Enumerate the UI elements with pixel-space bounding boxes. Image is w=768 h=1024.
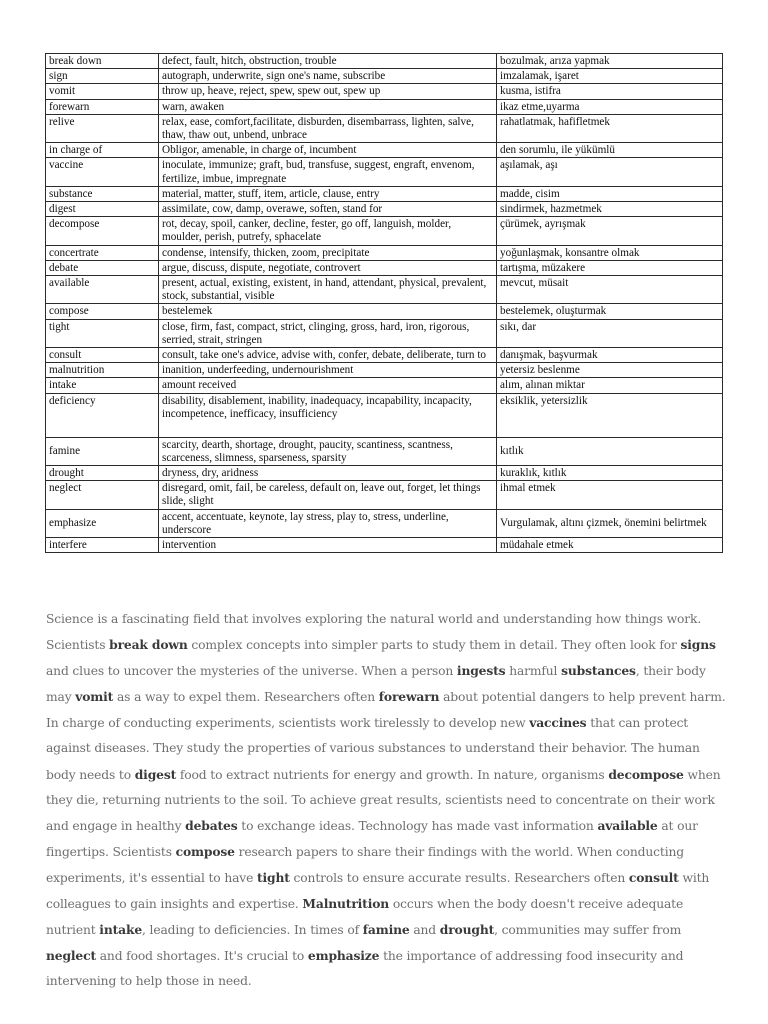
table-row [46, 481, 723, 509]
table-row [46, 99, 723, 114]
vocab-keyword: vaccines [529, 715, 587, 731]
synonyms-cell: inanition, underfeeding, undernourishment [159, 363, 497, 378]
passage-text: harmful [505, 664, 562, 679]
vocab-keyword: tight [256, 869, 290, 885]
vocab-keyword: compose [175, 843, 235, 859]
turkish-cell: kuraklık, kıtlık [497, 466, 723, 481]
passage-paragraph [46, 607, 730, 994]
vocab-keyword: digest [134, 766, 177, 782]
turkish-cell: madde, cisim [497, 186, 723, 201]
turkish-cell: ikaz etme,uyarma [497, 99, 723, 114]
table-row [46, 538, 723, 553]
vocab-keyword: decompose [608, 766, 684, 782]
synonyms-cell: dryness, dry, aridness [159, 466, 497, 481]
vocab-keyword: drought [439, 922, 495, 938]
turkish-cell: bozulmak, arıza yapmak [497, 54, 723, 69]
table-row [46, 304, 723, 319]
table-row [46, 114, 723, 142]
passage-text: to exchange ideas. Technology has made vast information [237, 818, 598, 833]
vocab-keyword: intake [99, 922, 143, 938]
turkish-cell: mevcut, müsait [497, 276, 723, 304]
table-row [46, 69, 723, 84]
synonyms-cell: accent, accentuate, keynote, lay stress, play to, stress, underline, underscore [159, 509, 497, 537]
synonyms-cell: close, firm, fast, compact, strict, clinging, gross, hard, iron, rigorous, serried, strait, stringen [159, 319, 497, 347]
synonyms-cell: assimilate, cow, damp, overawe, soften, stand for [159, 202, 497, 217]
table-row [46, 363, 723, 378]
synonyms-cell: scarcity, dearth, shortage, drought, paucity, scantiness, scantness, scarceness, slimness, sparseness, sparsity [159, 437, 497, 465]
synonyms-cell: rot, decay, spoil, canker, decline, fester, go off, languish, molder, moulder, perish, putrefy, sphacelate [159, 217, 497, 245]
passage-text: food to extract nutrients for energy and growth. In nature, organisms [176, 767, 609, 782]
synonyms-cell: disability, disablement, inability, inadequacy, incapability, incapacity, incompetence, inefficacy, insufficiency [159, 393, 497, 437]
passage-text: controls to ensure accurate results. Researchers often [289, 870, 629, 885]
reading-passage [46, 607, 730, 994]
synonyms-cell: present, actual, existing, existent, in hand, attendant, physical, prevalent, stock, substantial, visible [159, 276, 497, 304]
table-row [46, 217, 723, 245]
vocab-keyword: ingests [456, 663, 506, 679]
term-cell: available [46, 276, 159, 304]
passage-text: when they die, returning nutrients to the soil. To achieve great results, scientists need to concentrate on their work and engage in healthy [46, 767, 721, 833]
table-row [46, 84, 723, 99]
vocab-keyword: famine [362, 922, 410, 938]
table-row [46, 437, 723, 465]
term-cell: break down [46, 54, 159, 69]
turkish-cell: Vurgulamak, altını çizmek, önemini belirtmek [497, 509, 723, 537]
table-row [46, 393, 723, 437]
passage-text: about potential dangers to help prevent harm. In charge of conducting experiments, scientists work tirelessly to develop new [46, 690, 726, 731]
term-cell: forewarn [46, 99, 159, 114]
term-cell: intake [46, 378, 159, 393]
passage-text: Science is a fascinating field that involves exploring the natural world and understanding how things work. Scientists [46, 612, 702, 653]
vocab-keyword: break down [109, 637, 188, 653]
vocabulary-table-body [46, 54, 723, 553]
table-row [46, 509, 723, 537]
vocab-keyword: signs [680, 637, 716, 653]
table-row [46, 260, 723, 275]
passage-text: research papers to share their findings with the world. When conducting experiments, it's essential to have [46, 844, 684, 885]
turkish-cell: den sorumlu, ile yükümlü [497, 143, 723, 158]
table-row [46, 348, 723, 363]
turkish-cell: bestelemek, oluşturmak [497, 304, 723, 319]
turkish-cell: rahatlatmak, hafifletmek [497, 114, 723, 142]
term-cell: drought [46, 466, 159, 481]
vocab-keyword: vomit [75, 689, 114, 705]
synonyms-cell: Obligor, amenable, in charge of, incumbent [159, 143, 497, 158]
vocab-keyword: consult [628, 869, 679, 885]
vocab-keyword: debates [185, 817, 238, 833]
table-row [46, 202, 723, 217]
synonyms-cell: intervention [159, 538, 497, 553]
passage-text: and [409, 923, 440, 938]
turkish-cell: müdahale etmek [497, 538, 723, 553]
turkish-cell: kusma, istifra [497, 84, 723, 99]
passage-text: , leading to deficiencies. In times of [142, 923, 363, 938]
turkish-cell: yoğunlaşmak, konsantre olmak [497, 245, 723, 260]
turkish-cell: ihmal etmek [497, 481, 723, 509]
vocab-keyword: forewarn [378, 689, 440, 705]
synonyms-cell: amount received [159, 378, 497, 393]
synonyms-cell: argue, discuss, dispute, negotiate, controvert [159, 260, 497, 275]
table-row [46, 466, 723, 481]
term-cell: debate [46, 260, 159, 275]
table-row [46, 158, 723, 186]
turkish-cell: danışmak, başvurmak [497, 348, 723, 363]
passage-text: occurs when the body doesn't receive adequate nutrient [46, 897, 684, 938]
synonyms-cell: warn, awaken [159, 99, 497, 114]
vocab-keyword: Malnutrition [302, 896, 390, 912]
term-cell: sign [46, 69, 159, 84]
table-row [46, 276, 723, 304]
vocabulary-table [45, 53, 723, 553]
vocab-keyword: neglect [46, 948, 96, 964]
vocab-keyword: emphasize [307, 948, 380, 964]
term-cell: interfere [46, 538, 159, 553]
turkish-cell: alım, alınan miktar [497, 378, 723, 393]
term-cell: compose [46, 304, 159, 319]
term-cell: vomit [46, 84, 159, 99]
turkish-cell: aşılamak, aşı [497, 158, 723, 186]
table-row [46, 245, 723, 260]
turkish-cell: kıtlık [497, 437, 723, 465]
term-cell: malnutrition [46, 363, 159, 378]
synonyms-cell: defect, fault, hitch, obstruction, trouble [159, 54, 497, 69]
term-cell: deficiency [46, 393, 159, 437]
term-cell: emphasize [46, 509, 159, 537]
synonyms-cell: material, matter, stuff, item, article, clause, entry [159, 186, 497, 201]
term-cell: decompose [46, 217, 159, 245]
synonyms-cell: bestelemek [159, 304, 497, 319]
synonyms-cell: disregard, omit, fail, be careless, default on, leave out, forget, let things slide, slight [159, 481, 497, 509]
term-cell: in charge of [46, 143, 159, 158]
passage-text: and clues to uncover the mysteries of the universe. When a person [46, 664, 457, 679]
term-cell: concertrate [46, 245, 159, 260]
turkish-cell: çürümek, ayrışmak [497, 217, 723, 245]
turkish-cell: sıkı, dar [497, 319, 723, 347]
synonyms-cell: inoculate, immunize; graft, bud, transfuse, suggest, engraft, envenom, fertilize, imbue, impregnate [159, 158, 497, 186]
table-row [46, 378, 723, 393]
table-row [46, 319, 723, 347]
turkish-cell: eksiklik, yetersizlik [497, 393, 723, 437]
synonyms-cell: condense, intensify, thicken, zoom, precipitate [159, 245, 497, 260]
turkish-cell: yetersiz beslenme [497, 363, 723, 378]
synonyms-cell: relax, ease, comfort,facilitate, disburden, disembarrass, lighten, salve, thaw, thaw out, unbend, unbrace [159, 114, 497, 142]
synonyms-cell: consult, take one's advice, advise with, confer, debate, deliberate, turn to [159, 348, 497, 363]
passage-text: and food shortages. It's crucial to [95, 949, 308, 964]
passage-text: the importance of addressing food insecurity and intervening to help those in need. [46, 949, 684, 989]
table-row [46, 54, 723, 69]
turkish-cell: sindirmek, hazmetmek [497, 202, 723, 217]
passage-text: at our fingertips. Scientists [46, 818, 698, 859]
term-cell: neglect [46, 481, 159, 509]
synonyms-cell: throw up, heave, reject, spew, spew out, spew up [159, 84, 497, 99]
term-cell: digest [46, 202, 159, 217]
passage-text: that can protect against diseases. They study the properties of various substances to understand their behavior. The human body needs to [46, 716, 700, 782]
term-cell: substance [46, 186, 159, 201]
passage-text: , communities may suffer from [494, 923, 682, 938]
passage-text: with colleagues to gain insights and expertise. [46, 870, 710, 912]
table-row [46, 186, 723, 201]
turkish-cell: imzalamak, işaret [497, 69, 723, 84]
passage-text: as a way to expel them. Researchers often [113, 690, 379, 705]
vocab-keyword: substances [561, 663, 636, 679]
term-cell: tight [46, 319, 159, 347]
table-row [46, 143, 723, 158]
passage-text: complex concepts into simpler parts to study them in detail. They often look for [187, 638, 681, 653]
term-cell: vaccine [46, 158, 159, 186]
term-cell: consult [46, 348, 159, 363]
term-cell: famine [46, 437, 159, 465]
term-cell: relive [46, 114, 159, 142]
turkish-cell: tartışma, müzakere [497, 260, 723, 275]
passage-text: , their body may [46, 664, 706, 705]
vocab-keyword: available [597, 817, 658, 833]
synonyms-cell: autograph, underwrite, sign one's name, subscribe [159, 69, 497, 84]
